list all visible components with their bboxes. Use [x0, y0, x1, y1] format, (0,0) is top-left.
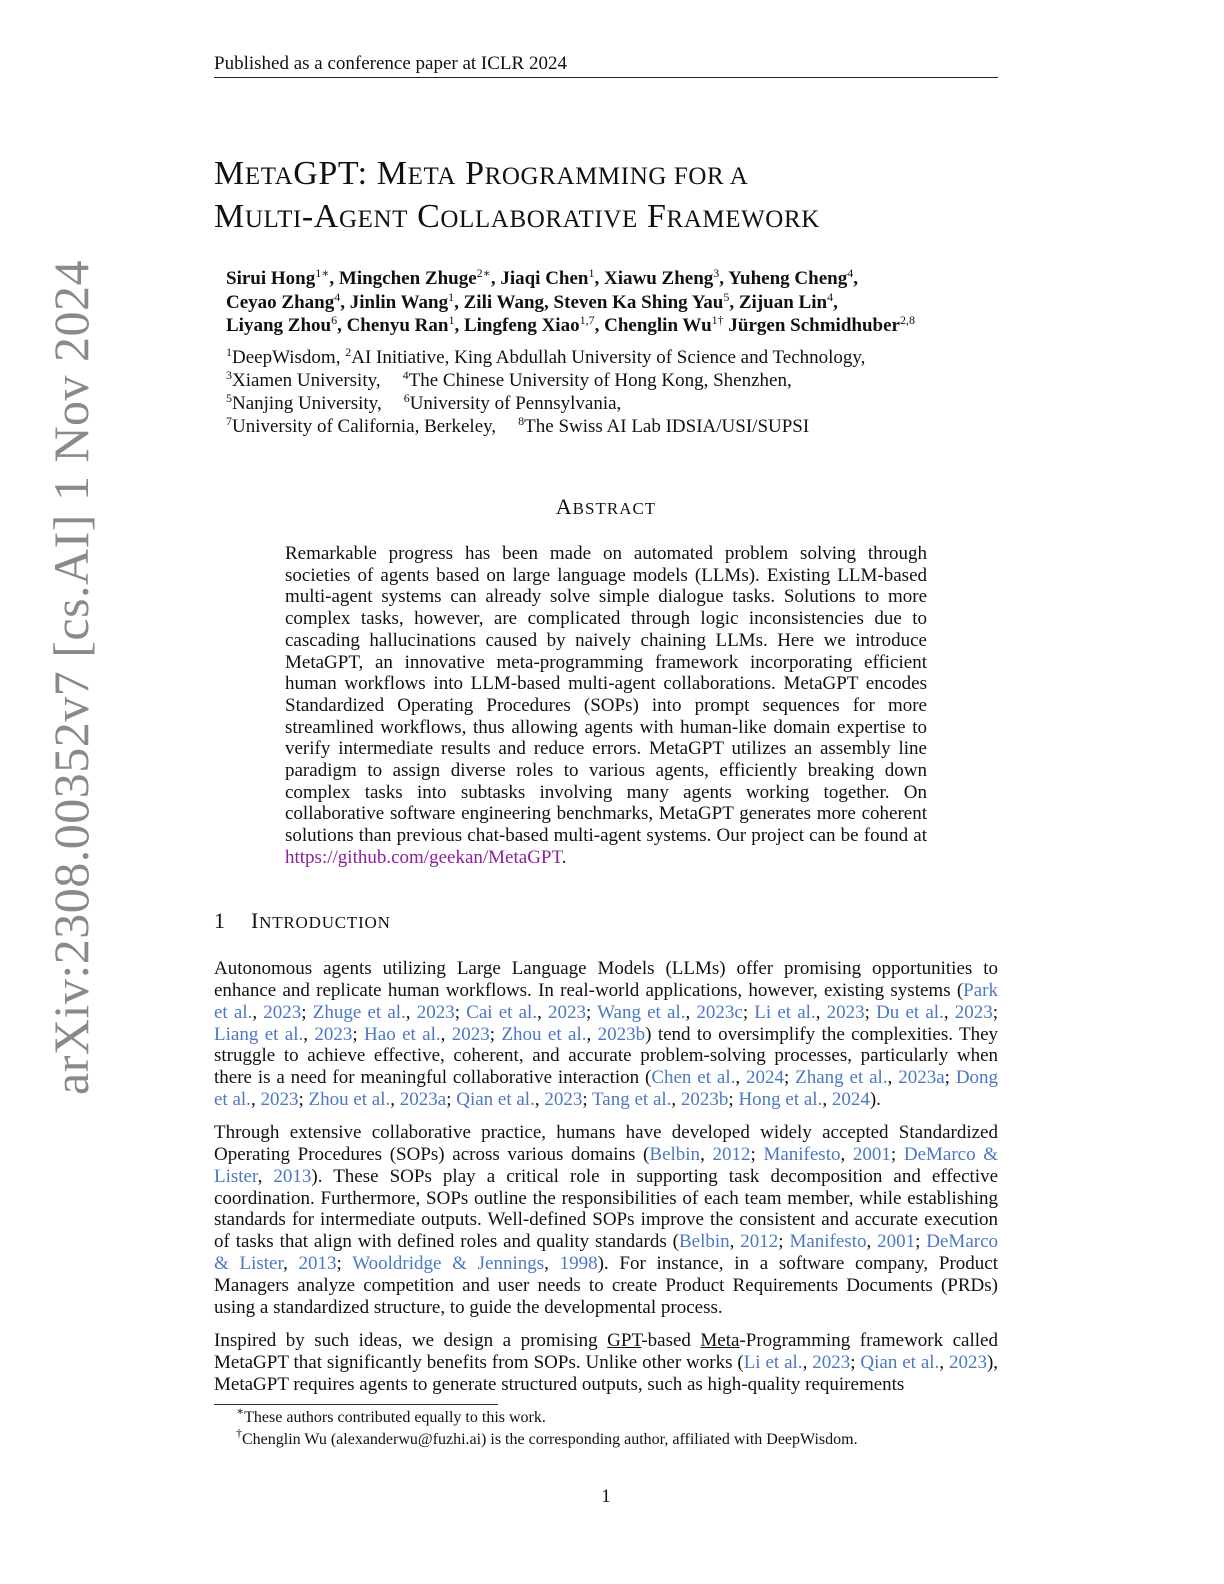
- citation-link[interactable]: Belbin: [649, 1143, 701, 1165]
- intro-paragraph-3: Inspired by such ideas, we design a promising GPT-based Meta-Programming framework called MetaGPT that significantly benefits from SOPs. Unlike other works (Li et al., 2023; Qian et al., 2023), MetaGPT requires agents to generate structured outputs, such as high-quality requirements: [214, 1330, 999, 1395]
- abstract-heading: ABSTRACT: [555, 494, 657, 519]
- citation-link[interactable]: Wang et al.: [597, 1001, 686, 1023]
- citation-link[interactable]: 2023: [263, 1001, 302, 1023]
- affiliations: $^1$DeepWisdom, $^2$AI Initiative, King Abdullah University of Science and Technology, $^3$Xiamen University, $^4$The Chinese University of Hong Kong, Shenzhen, $^5$Nanjing University, $^6$University of Pennsylvania, $^7$University of California, Berkeley, $^8$The Swiss AI Lab IDSIA/USI/SUPSI: [226, 345, 866, 437]
- citation-link[interactable]: Wooldridge & Jennings: [352, 1253, 545, 1275]
- citation-link[interactable]: Zhuge et al.: [312, 1001, 406, 1023]
- citation-link[interactable]: Qian et al.: [860, 1351, 940, 1373]
- citation-link[interactable]: Zhou et al.: [501, 1023, 587, 1045]
- page-number: 1: [601, 1486, 611, 1507]
- citation-link[interactable]: Li et al.: [754, 1001, 816, 1023]
- citation-link[interactable]: Hao et al.: [364, 1023, 441, 1045]
- citation-link[interactable]: Du et al.: [876, 1001, 944, 1023]
- footnote-equal-contribution: ∗These authors contributed equally to this work.: [236, 1404, 546, 1426]
- citation-link[interactable]: 2023: [548, 1001, 586, 1023]
- citation-link[interactable]: 2012: [712, 1143, 751, 1165]
- intro-paragraph-1: Autonomous agents utilizing Large Language Models (LLMs) offer promising opportunities to enhance and replicate human workflows. In real-world applications, however, existing systems (Park et al., 2023; Zhuge et al., 2023; Cai et al., 2023; Wang et al., 2023c; Li et al., 2023; Du et al., 2023; Liang et al., 2023; Hao et al., 2023; Zhou et al., 2023b) tend to oversimplify the complexities. They struggle to achieve effective, coherent, and accurate problem-solving processes, particularly when there is a need for meaningful collaborative interaction (Chen et al., 2024; Zhang et al., 2023a; Dong et al., 2023; Zhou et al., 2023a; Qian et al., 2023; Tang et al., 2023b; Hong et al., 2024).: [214, 958, 999, 1111]
- citation-link[interactable]: Tang et al.: [592, 1089, 672, 1111]
- citation-link[interactable]: 2023a: [898, 1067, 945, 1089]
- citation-link[interactable]: Belbin: [678, 1231, 730, 1253]
- citation-link[interactable]: Cai et al.: [466, 1001, 538, 1023]
- citation-link[interactable]: 2023b: [680, 1089, 729, 1111]
- citation-link[interactable]: Zhang et al.: [795, 1067, 888, 1089]
- citation-link[interactable]: Hong et al.: [738, 1089, 823, 1111]
- citation-link[interactable]: 1998: [559, 1253, 598, 1275]
- citation-link[interactable]: 2023b: [597, 1023, 646, 1045]
- citation-link[interactable]: 2023: [416, 1001, 455, 1023]
- citation-link[interactable]: 2023: [812, 1351, 851, 1373]
- citation-link[interactable]: 2024: [745, 1067, 784, 1089]
- abstract-body: Remarkable progress has been made on automated problem solving through societies of agents based on large language models (LLMs). Existing LLM-based multi-agent systems can already solve simple dialogue tasks. Solutions to more complex tasks, however, are complicated through logic inconsistencies due to cascading hallucinations caused by naively chaining LLMs. Here we introduce MetaGPT, an innovative meta-programming framework incorporating efficient human workflows into LLM-based multi-agent collaborations. MetaGPT encodes Standardized Operating Procedures (SOPs) into prompt sequences for more streamlined workflows, thus allowing agents with human-like domain expertise to verify intermediate results and reduce errors. MetaGPT utilizes an assembly line paradigm to assign diverse roles to various agents, efficiently breaking down complex tasks into subtasks involving many agents working together. On collaborative software engineering benchmarks, MetaGPT generates more coherent solutions than previous chat-based multi-agent systems. Our project can be found at https://github.com/geekan/MetaGPT.: [285, 543, 927, 868]
- footnote-corresponding-author: †Chenglin Wu (alexanderwu@fuzhi.ai) is the corresponding author, affiliated with DeepWisdom.: [236, 1426, 858, 1448]
- section-heading-introduction: 1 INTRODUCTION: [214, 908, 391, 933]
- citation-link[interactable]: 2023: [451, 1023, 490, 1045]
- citation-link[interactable]: 2012: [740, 1231, 779, 1253]
- citation-link[interactable]: Li et al.: [743, 1351, 803, 1373]
- citation-link[interactable]: DeMarco & Lister: [214, 1143, 999, 1187]
- citation-link[interactable]: Park et al.: [214, 979, 998, 1023]
- header-rule: [214, 77, 998, 78]
- citation-link[interactable]: 2013: [298, 1253, 337, 1275]
- footnotes: [236, 1404, 1016, 1451]
- author-list: Sirui Hong$^{1∗}$, Mingchen Zhuge$^{2∗}$, Jiaqi Chen$^1$, Xiawu Zheng$^3$, Yuheng Cheng$^4$, Ceyao Zhang$^4$, Jinlin Wang$^1$, Zili Wang, Steven Ka Shing Yau$^5$, Zijuan Lin$^4$, Liyang Zhou$^6$, Chenyu Ran$^1$, Lingfeng Xiao$^{1,7}$, Chenglin $Wu^{1\dagger}$ Jürgen Schmidhuber$^{2,8}$: [226, 266, 915, 336]
- citation-link[interactable]: 2023: [314, 1023, 353, 1045]
- citation-link[interactable]: 2024: [831, 1089, 870, 1111]
- citation-link[interactable]: 2001: [852, 1143, 891, 1165]
- footnote-rule: [214, 1404, 498, 1405]
- citation-link[interactable]: 2013: [273, 1165, 312, 1187]
- running-header: Published as a conference paper at ICLR 2024: [214, 53, 567, 74]
- citation-link[interactable]: Manifesto: [789, 1231, 867, 1253]
- citation-link[interactable]: 2023: [826, 1001, 865, 1023]
- citation-link[interactable]: Manifesto: [763, 1143, 841, 1165]
- citation-link[interactable]: 2023c: [696, 1001, 743, 1023]
- citation-link[interactable]: 2023a: [399, 1089, 447, 1111]
- citation-link[interactable]: Dong et al.: [214, 1067, 999, 1111]
- citation-link[interactable]: Chen et al.: [651, 1067, 736, 1089]
- paper-title: METAGPT: META PROGRAMMING FOR A MULTI-AGENT COLLABORATIVE FRAMEWORK: [214, 155, 820, 235]
- intro-paragraph-2: Through extensive collaborative practice, humans have developed widely accepted Standardized Operating Procedures (SOPs) across various domains (Belbin, 2012; Manifesto, 2001; DeMarco & Lister, 2013). These SOPs play a critical role in supporting task decomposition and effective coordination. Furthermore, SOPs outline the responsibilities of each team member, while establishing standards for intermediate outputs. Well-defined SOPs improve the consistent and accurate execution of tasks that align with defined roles and quality standards (Belbin, 2012; Manifesto, 2001; DeMarco & Lister, 2013; Wooldridge & Jennings, 1998). For instance, in a software company, Product Managers analyze competition and user needs to create Product Requirements Documents (PRDs) using a standardized structure, to guide the developmental process.: [214, 1122, 999, 1318]
- citation-link[interactable]: Qian et al.: [456, 1089, 535, 1111]
- citation-link[interactable]: Liang et al.: [214, 1023, 304, 1045]
- citation-link[interactable]: DeMarco & Lister: [214, 1231, 999, 1275]
- github-link[interactable]: https://github.com/geekan/MetaGPT: [285, 846, 562, 868]
- citation-link[interactable]: 2023: [260, 1089, 299, 1111]
- citation-link[interactable]: 2023: [954, 1001, 993, 1023]
- citation-link[interactable]: 2001: [877, 1231, 916, 1253]
- citation-link[interactable]: 2023: [544, 1089, 583, 1111]
- citation-link[interactable]: 2023: [948, 1351, 987, 1373]
- citation-link[interactable]: Zhou et al.: [308, 1089, 391, 1111]
